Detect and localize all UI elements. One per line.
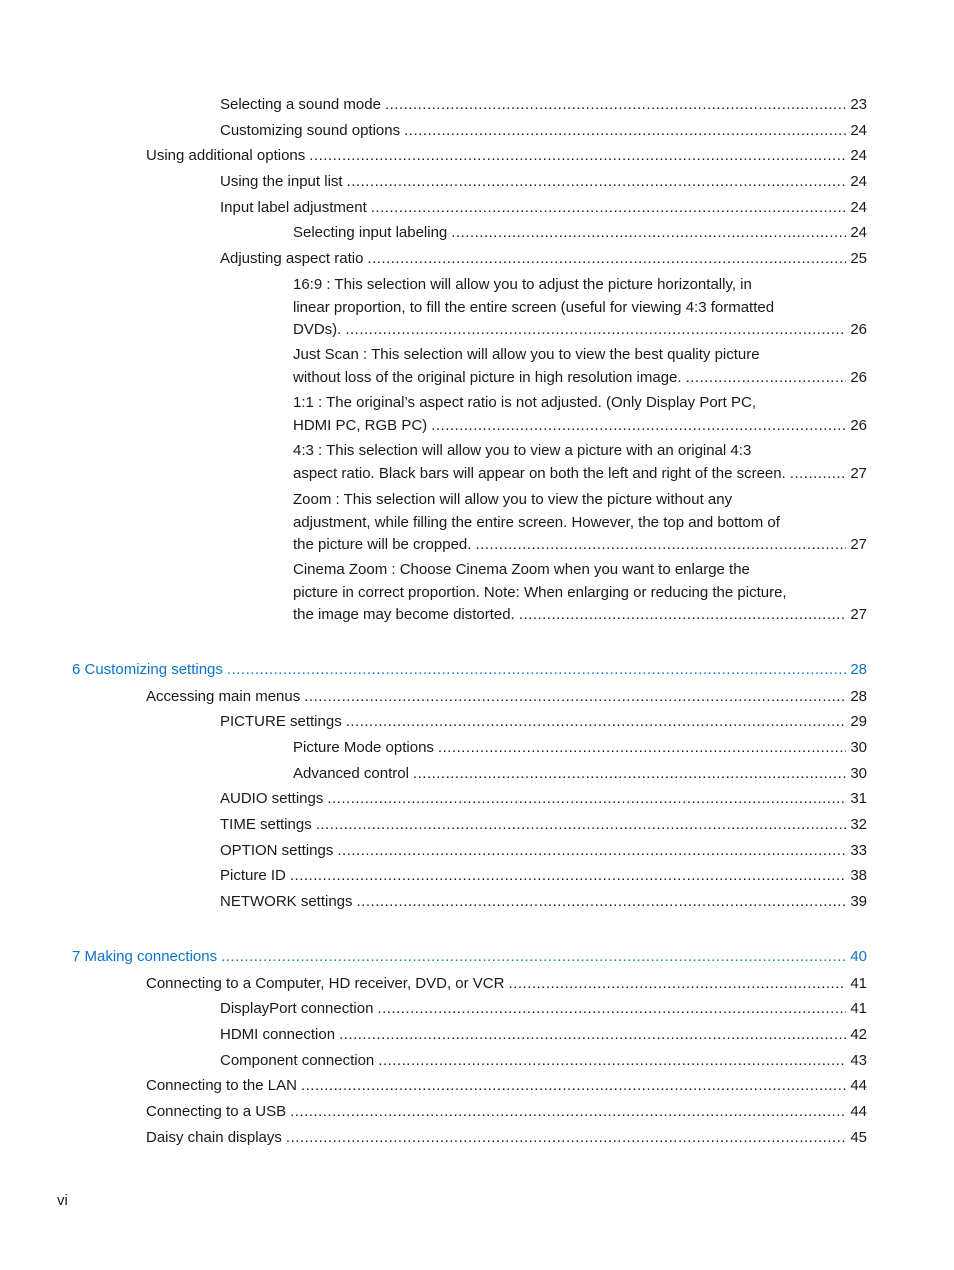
toc-entry-title: aspect ratio. Black bars will appear on both the left and right of the screen.	[293, 464, 786, 482]
toc-entry-line	[220, 711, 867, 734]
dot-leader	[378, 1050, 846, 1073]
dot-leader	[385, 94, 846, 117]
toc-page-number: 26	[850, 368, 867, 386]
toc-page-number: 26	[850, 321, 867, 338]
toc-entry-title: Using the input list	[220, 173, 343, 190]
toc-entry-line	[293, 319, 867, 342]
dot-leader	[686, 367, 847, 390]
toc-page-number: 30	[850, 765, 867, 782]
toc-entry[interactable]	[220, 711, 867, 734]
toc-entry-title: Selecting input labeling	[293, 224, 448, 241]
dot-leader	[367, 248, 846, 271]
toc-entry-title: TIME settings	[220, 816, 312, 833]
toc-page-number: 28	[850, 688, 867, 705]
toc-entry-title: Picture ID	[220, 867, 286, 884]
toc-entry-title: Adjusting aspect ratio	[220, 250, 364, 267]
toc-entry-line	[220, 1050, 867, 1073]
dot-leader	[301, 1075, 846, 1098]
toc-entry[interactable]	[293, 344, 867, 389]
toc-page-number: 31	[850, 790, 867, 807]
toc-page-number: 40	[850, 948, 867, 965]
toc-page-number: 24	[850, 199, 867, 216]
toc-entry-title-line: Just Scan : This selection will allow you to view the best quality picture	[293, 346, 760, 363]
toc-entry-title: DVDs).	[293, 321, 342, 338]
dot-leader	[790, 463, 847, 486]
toc-page-number: 45	[850, 1129, 867, 1146]
toc-entry-line	[293, 463, 867, 486]
toc-entry[interactable]	[220, 120, 867, 143]
toc-entry[interactable]	[146, 1127, 867, 1150]
toc-entry-line	[220, 197, 867, 220]
toc-entry-title: without loss of the original picture in high resolution image.	[293, 368, 682, 386]
toc-entry-line	[146, 145, 867, 168]
page-number: vi	[57, 1192, 68, 1209]
toc-page-number: 27	[850, 464, 867, 482]
toc-entry-line	[293, 763, 867, 786]
toc-entry-line	[293, 415, 867, 438]
toc-entry[interactable]	[220, 248, 867, 271]
toc-page-number: 24	[850, 147, 867, 164]
toc-entry-line	[293, 367, 867, 390]
dot-leader	[290, 865, 846, 888]
toc-entry[interactable]	[220, 94, 867, 117]
toc-entry-title: Accessing main menus	[146, 688, 301, 705]
toc-page-number: 28	[850, 661, 867, 678]
toc-page-number: 33	[850, 842, 867, 859]
toc-entry[interactable]	[220, 1024, 867, 1047]
toc-entry-line	[146, 1127, 867, 1150]
toc-page-number: 43	[850, 1052, 867, 1069]
toc-entry[interactable]	[293, 440, 867, 485]
dot-leader	[347, 171, 847, 194]
dot-leader	[286, 1127, 846, 1150]
toc-entry-line	[146, 686, 867, 709]
toc-entry-title: the picture will be cropped.	[293, 536, 472, 553]
toc-entry-line	[293, 737, 867, 760]
toc-entry[interactable]	[293, 489, 867, 557]
toc-page-number: 44	[850, 1103, 867, 1120]
toc-entry-title: Input label adjustment	[220, 199, 367, 216]
toc-entry-title: Connecting to the LAN	[146, 1077, 297, 1094]
dot-leader	[337, 840, 846, 863]
dot-leader	[404, 120, 846, 143]
toc-entry-line	[146, 1075, 867, 1098]
dot-leader	[290, 1101, 846, 1124]
dot-leader	[327, 788, 846, 811]
dot-leader	[431, 415, 846, 438]
toc-page-number: 41	[850, 1000, 867, 1017]
toc-page-number: 27	[850, 606, 867, 623]
toc-entry-line	[220, 94, 867, 117]
toc-entry[interactable]	[220, 865, 867, 888]
toc-entry-line	[293, 222, 867, 245]
toc-chapter-link[interactable]	[72, 659, 867, 682]
toc-entry-title: 7 Making connections	[72, 948, 218, 965]
dot-leader	[309, 145, 846, 168]
toc-entry-line	[220, 891, 867, 914]
toc-page-number: 38	[850, 867, 867, 884]
toc-entry-line	[72, 946, 867, 969]
toc-entry-title: HDMI connection	[220, 1026, 336, 1043]
toc-entry-title: Daisy chain displays	[146, 1129, 282, 1146]
toc-entry-title: Picture Mode options	[293, 739, 434, 756]
toc-entry[interactable]	[293, 559, 867, 627]
toc-entry[interactable]	[293, 392, 867, 437]
toc-entry-title: HDMI PC, RGB PC)	[293, 416, 428, 434]
toc-entry[interactable]	[220, 814, 867, 837]
toc-entry-title-line: linear proportion, to fill the entire screen (useful for viewing 4:3 formatted	[293, 298, 775, 316]
dot-leader	[346, 711, 847, 734]
toc-entry-title: Customizing sound options	[220, 122, 401, 139]
toc-entry-line	[293, 534, 867, 557]
toc-page-number: 24	[850, 173, 867, 190]
toc-entry[interactable]	[220, 840, 867, 863]
toc-entry-title: PICTURE settings	[220, 713, 342, 730]
dot-leader	[475, 534, 846, 557]
toc-entry-line	[220, 1024, 867, 1047]
dot-leader	[357, 891, 847, 914]
toc-entry-title-line: picture in correct proportion. Note: When enlarging or reducing the picture,	[293, 583, 787, 601]
toc-entry-title-line: 1:1 : The original’s aspect ratio is not adjusted. (Only Display Port PC,	[293, 394, 757, 411]
toc-entry-title: 6 Customizing settings	[72, 661, 223, 678]
toc-entry[interactable]	[293, 763, 867, 786]
toc-entry-line	[72, 659, 867, 682]
toc-entry-line	[146, 1101, 867, 1124]
toc-entry[interactable]	[220, 197, 867, 220]
toc-entry-title-line: 4:3 : This selection will allow you to view a picture with an original 4:3	[293, 442, 752, 459]
toc-entry[interactable]	[220, 891, 867, 914]
dot-leader	[451, 222, 846, 245]
toc-entry-title: Advanced control	[293, 765, 409, 782]
toc-entry-line	[220, 248, 867, 271]
dot-leader	[438, 737, 846, 760]
toc-entry-title: AUDIO settings	[220, 790, 324, 807]
dot-leader	[221, 946, 846, 969]
toc-entry-title: OPTION settings	[220, 842, 334, 859]
toc-entry[interactable]	[220, 171, 867, 194]
dot-leader	[227, 659, 846, 682]
toc-entry-line	[220, 788, 867, 811]
toc-entry[interactable]	[146, 973, 867, 996]
toc-entry-title: Connecting to a Computer, HD receiver, DVD, or VCR	[146, 975, 505, 992]
toc-page-number: 26	[850, 416, 867, 434]
toc-entry[interactable]	[293, 274, 867, 342]
toc-entry-line	[220, 814, 867, 837]
dot-leader	[345, 319, 846, 342]
toc-entry-title-line: adjustment, while filling the entire screen. However, the top and bottom of	[293, 513, 780, 531]
dot-leader	[519, 604, 847, 627]
toc-entry-line	[146, 973, 867, 996]
dot-leader	[377, 998, 846, 1021]
toc-entry-title: the image may become distorted.	[293, 606, 515, 623]
dot-leader	[316, 814, 847, 837]
toc-chapter-link[interactable]	[72, 946, 867, 969]
toc-page-number: 29	[850, 713, 867, 730]
toc-entry[interactable]	[146, 1101, 867, 1124]
toc-entry-title: Connecting to a USB	[146, 1103, 287, 1120]
toc-entry-title-line: Zoom : This selection will allow you to view the picture without any	[293, 491, 733, 508]
toc-entry-title: Selecting a sound mode	[220, 96, 381, 113]
toc-entry[interactable]	[220, 1050, 867, 1073]
toc-entry[interactable]	[146, 1075, 867, 1098]
toc-entry-line	[220, 120, 867, 143]
toc-entry-line	[293, 604, 867, 627]
dot-leader	[339, 1024, 846, 1047]
toc-page-number: 30	[850, 739, 867, 756]
toc-page-number: 32	[850, 816, 867, 833]
toc-entry-line	[220, 865, 867, 888]
toc-page-number: 27	[850, 536, 867, 553]
toc-entry[interactable]	[293, 737, 867, 760]
toc-entry[interactable]	[146, 145, 867, 168]
dot-leader	[508, 973, 846, 996]
toc-page-number: 42	[850, 1026, 867, 1043]
toc-entry-title: Using additional options	[146, 147, 306, 164]
toc-page-number: 44	[850, 1077, 867, 1094]
toc-entry[interactable]	[220, 788, 867, 811]
toc-page-number: 41	[850, 975, 867, 992]
toc-entry-line	[220, 171, 867, 194]
toc-entry-title: NETWORK settings	[220, 893, 353, 910]
toc-page-number: 25	[850, 250, 867, 267]
toc-entry-title: DisplayPort connection	[220, 1000, 374, 1017]
toc-page-number: 24	[850, 122, 867, 139]
toc-entry[interactable]	[293, 222, 867, 245]
toc-entry-title-line: Cinema Zoom : Choose Cinema Zoom when you want to enlarge the	[293, 561, 750, 578]
toc-entry[interactable]	[220, 998, 867, 1021]
toc-entry-title-line: 16:9 : This selection will allow you to adjust the picture horizontally, in	[293, 276, 752, 293]
toc-page-number: 23	[850, 96, 867, 113]
toc-page-number: 24	[850, 224, 867, 241]
dot-leader	[304, 686, 846, 709]
toc-entry-title: Component connection	[220, 1052, 375, 1069]
dot-leader	[413, 763, 846, 786]
toc-entry-line	[220, 998, 867, 1021]
dot-leader	[371, 197, 847, 220]
toc-entry-line	[220, 840, 867, 863]
toc-entry[interactable]	[146, 686, 867, 709]
toc-page-number: 39	[850, 893, 867, 910]
